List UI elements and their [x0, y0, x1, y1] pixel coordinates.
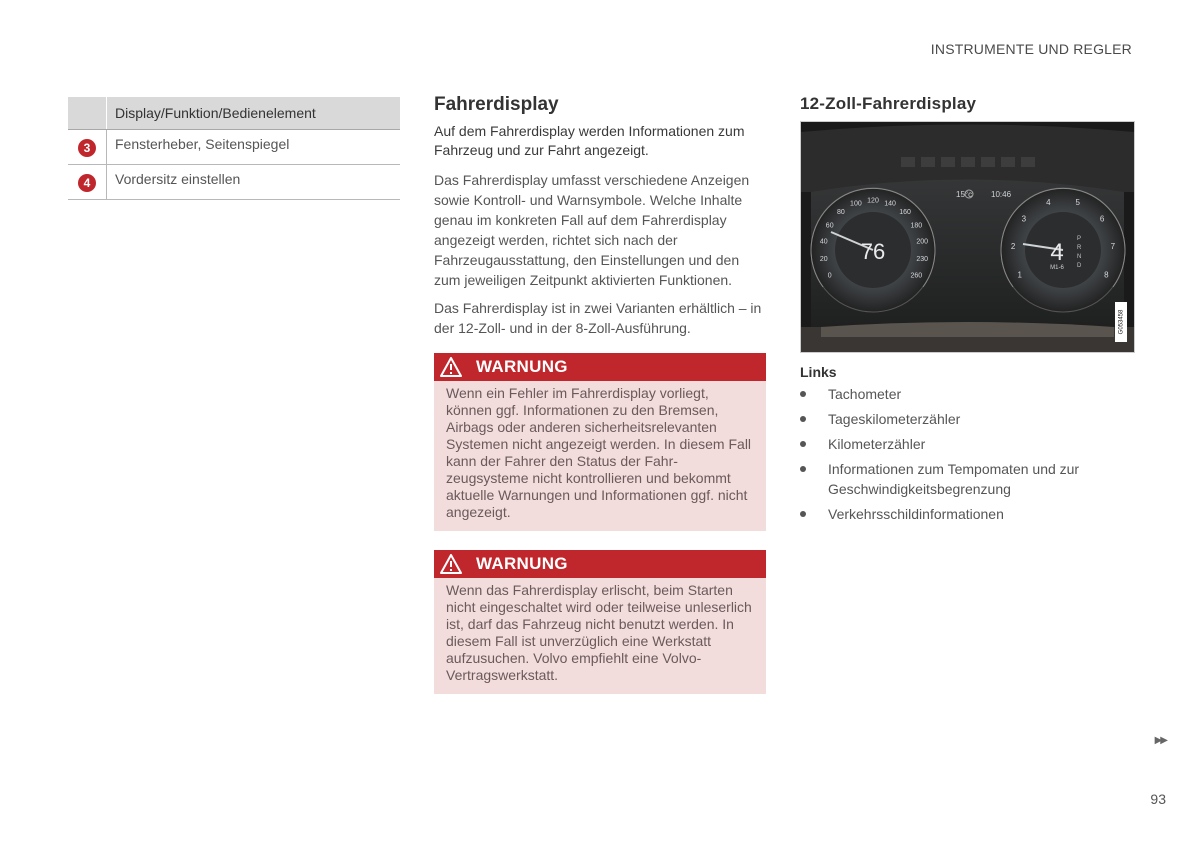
speed-tick-label: 40	[819, 238, 828, 246]
continue-arrow-icon: ▶▶	[1154, 735, 1166, 746]
speed-tick-label: 200	[916, 238, 929, 246]
bullet-icon	[800, 416, 806, 422]
gear-selector-label: P	[1077, 236, 1082, 242]
speed-tick-label: 230	[916, 256, 929, 263]
warning-box	[434, 353, 766, 531]
figure-title: 12-Zoll-Fahrerdisplay	[800, 94, 977, 113]
table-row	[68, 130, 400, 165]
table-row-text: Vordersitz einstellen	[115, 171, 241, 187]
rpm-tick-label: 7	[1110, 241, 1116, 251]
warning-title: WARNUNG	[476, 357, 568, 376]
rpm-tick-label: 2	[1010, 241, 1016, 251]
table-header-label: Display/Funktion/Bedienelement	[115, 105, 316, 121]
warning-triangle-icon	[438, 356, 464, 378]
bullet-icon	[800, 391, 806, 397]
warning-text: Wenn ein Fehler im Fahrerdisplay vorliegt, können ggf. Informationen zu den Bremsen, Airbags oder anderen sicherheitsrelevanten Systemen nicht angezeigt werden. In diesem Fall kann der Fahrer den Status der Fahrzeugsysteme nicht kontrollieren und bekommt aktuelle Warnungen und Informationen ggf. nicht angezeigt.	[446, 385, 752, 520]
list-subtitle: Links	[800, 364, 837, 380]
feature-list	[800, 384, 1140, 529]
body-paragraph: Das Fahrerdisplay ist in zwei Varianten erhältlich – in der 12-Zoll- und in der 8-Zoll-Ausführung.	[434, 300, 762, 336]
rpm-tick-label: 4	[1046, 197, 1051, 207]
warning-header	[434, 550, 766, 578]
gear-selector-label: D	[1077, 263, 1082, 269]
speed-tick-label: 100	[850, 200, 862, 208]
speed-tick-label: 260	[910, 272, 923, 280]
image-code: G053458	[1115, 302, 1127, 342]
gear-selector-label: N	[1077, 254, 1082, 260]
rpm-tick-label: 1	[1017, 270, 1022, 280]
section-title: Fahrerdisplay	[434, 94, 559, 115]
middle-column	[434, 94, 766, 346]
gear-selector-label: R	[1077, 245, 1082, 251]
speed-tick-label: 20	[819, 256, 828, 263]
speed-tick-label: 120	[867, 197, 879, 205]
right-column	[800, 94, 1135, 353]
table-header-row	[68, 97, 400, 130]
list-item: Verkehrsschildinformationen	[800, 504, 1140, 524]
table-row	[68, 165, 400, 200]
table-row-num-cell	[68, 165, 107, 199]
drive-mode-readout: M1-6	[1050, 265, 1064, 271]
function-table	[68, 97, 400, 200]
number-badge: 4	[78, 174, 96, 192]
list-item: Tachometer	[800, 384, 1140, 404]
list-item: Kilometerzähler	[800, 434, 1140, 454]
body-paragraph: Das Fahrerdisplay umfasst verschiedene Anzeigen sowie Kontroll- und Warnsymbole. Welche Inhalte genau im konkreten Fall auf dem Fahrerdisplay angezeigt werden, richtet sich nach der Fahrzeugausstattung, den Einstellungen und den zum jeweiligen Zeitpunkt aktivierten Funktionen.	[434, 172, 750, 288]
table-header-num-cell	[68, 97, 107, 129]
table-row-num-cell	[68, 130, 107, 164]
section-header: INSTRUMENTE UND REGLER	[930, 41, 1132, 57]
speed-tick-label: 60	[825, 222, 834, 230]
clock-readout: 10:46	[991, 190, 1012, 199]
gear-readout: 4	[1050, 239, 1064, 266]
driver-display-image	[800, 121, 1135, 353]
warning-box	[434, 550, 766, 694]
speed-tick-label: 180	[910, 222, 923, 230]
warning-title: WARNUNG	[476, 554, 568, 573]
bullet-icon	[800, 511, 806, 517]
speed-tick-label: 80	[837, 209, 845, 216]
rpm-tick-label: 8	[1104, 270, 1109, 280]
table-row-text: Fensterheber, Seitenspiegel	[115, 136, 290, 152]
rpm-tick-label: 6	[1099, 214, 1105, 224]
speed-readout: 76	[860, 239, 886, 264]
warning-text: Wenn das Fahrerdisplay erlischt, beim Starten nicht eingeschaltet wird oder teilweise unleserlich ist, darf das Fahrzeug nicht benutzt werden. In diesem Fall ist unverzüglich eine Werkstatt aufzusuchen. Volvo empfiehlt eine Volvo-Vertragswerkstatt.	[446, 582, 752, 683]
list-item: Informationen zum Tempomaten und zur Geschwindigkeitsbegrenzung	[800, 459, 1140, 499]
bullet-icon	[800, 466, 806, 472]
driver-display-illustration	[801, 122, 1134, 352]
rpm-tick-label: 3	[1021, 214, 1027, 224]
speed-tick-label: 140	[884, 200, 896, 208]
list-item: Tageskilometerzähler	[800, 409, 1140, 429]
intro-text: Auf dem Fahrerdisplay werden Informationen zum Fahrzeug und zur Fahrt angezeigt.	[434, 123, 745, 158]
temperature-readout: 15°c	[956, 190, 973, 199]
warning-header	[434, 353, 766, 381]
number-badge: 3	[78, 139, 96, 157]
speed-tick-label: 0	[827, 272, 832, 280]
bullet-icon	[800, 441, 806, 447]
rpm-tick-label: 5	[1075, 197, 1080, 207]
warning-triangle-icon	[438, 553, 464, 575]
page-number: 93	[1150, 791, 1166, 807]
speed-tick-label: 160	[899, 209, 911, 216]
